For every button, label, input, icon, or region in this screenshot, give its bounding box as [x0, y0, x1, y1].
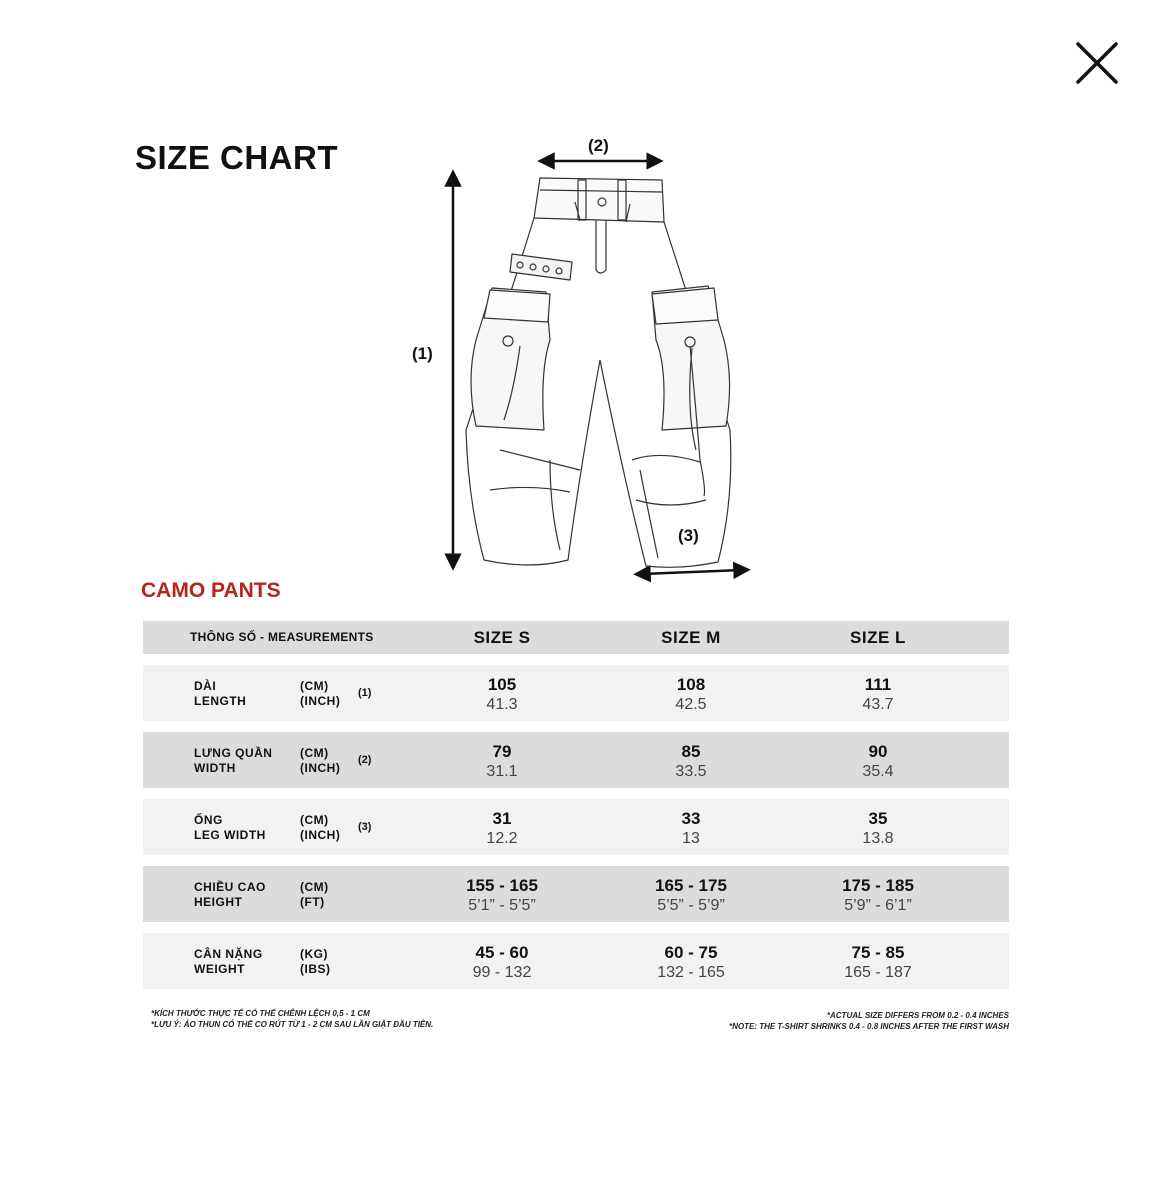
value-secondary: 35.4	[862, 763, 894, 780]
value-primary: 79	[492, 742, 512, 761]
table-row-leg-width	[143, 799, 1009, 855]
unit-secondary: (INCH)	[300, 761, 341, 775]
value-cell-s	[422, 943, 582, 983]
footnote-line: *NOTE: THE T-SHIRT SHRINKS 0.4 - 0.8 INCHES AFTER THE FIRST WASH	[728, 1022, 1009, 1031]
page-title: SIZE CHART	[135, 139, 338, 176]
row-label-en: WIDTH	[194, 761, 236, 775]
row-units	[300, 746, 340, 776]
value-secondary: 165 - 187	[844, 964, 912, 981]
row-label	[194, 813, 266, 843]
value-secondary: 41.3	[486, 696, 518, 713]
row-label-en: LENGTH	[194, 694, 247, 708]
value-primary: 45 - 60	[475, 943, 529, 962]
value-secondary: 132 - 165	[657, 964, 725, 981]
row-label-vi: ỐNG	[194, 813, 223, 827]
row-label	[194, 679, 246, 709]
value-cell-m	[611, 876, 771, 916]
value-primary: 165 - 175	[655, 876, 727, 895]
value-primary: 90	[868, 742, 888, 761]
value-secondary: 31.1	[486, 763, 518, 780]
row-ref: (2)	[358, 754, 372, 766]
value-primary: 85	[681, 742, 701, 761]
leg-opening-label: (3)	[678, 526, 699, 545]
value-primary: 31	[492, 809, 512, 828]
table-row-height	[143, 866, 1009, 922]
value-secondary: 13.8	[862, 830, 894, 847]
value-primary: 155 - 165	[466, 876, 538, 895]
product-name: CAMO PANTS	[141, 579, 281, 602]
row-units	[300, 947, 331, 977]
value-secondary: 99 - 132	[472, 964, 532, 981]
value-cell-l	[798, 675, 958, 715]
size-table	[143, 621, 1009, 989]
value-primary: 33	[681, 809, 701, 828]
value-secondary: 5’1” - 5’5”	[468, 897, 536, 914]
table-header	[143, 621, 1009, 654]
size-s-header: SIZE S	[473, 628, 531, 647]
row-label-en: LEG WIDTH	[194, 828, 266, 842]
footnote-line: *ACTUAL SIZE DIFFERS FROM 0.2 - 0.4 INCHES	[826, 1011, 1009, 1020]
waist-label: (2)	[588, 136, 609, 155]
value-primary: 35	[868, 809, 888, 828]
row-label-vi: CHIỀU CAO	[194, 880, 266, 894]
footnote-vi	[151, 1008, 433, 1030]
row-ref: (3)	[358, 821, 372, 833]
table-row-weight	[143, 933, 1009, 989]
value-secondary: 42.5	[675, 696, 707, 713]
row-label-en: WEIGHT	[194, 962, 245, 976]
value-cell-l	[798, 876, 958, 916]
value-primary: 75 - 85	[851, 943, 905, 962]
value-cell-m	[611, 943, 771, 983]
row-ref: (1)	[358, 687, 372, 699]
value-secondary: 5’5” - 5’9”	[657, 897, 725, 914]
value-secondary: 43.7	[862, 696, 894, 713]
row-label	[194, 746, 272, 776]
unit-secondary: (INCH)	[300, 694, 341, 708]
value-secondary: 5’9” - 6’1”	[844, 897, 912, 914]
unit-secondary: (IBS)	[300, 962, 331, 976]
row-label	[194, 947, 263, 977]
footnote-en	[640, 1010, 1009, 1032]
value-primary: 105	[487, 675, 517, 694]
size-m-header: SIZE M	[661, 628, 721, 647]
value-primary: 111	[864, 675, 892, 694]
unit-secondary: (INCH)	[300, 828, 341, 842]
unit-primary: (CM)	[300, 880, 329, 894]
row-label-vi: DÀI	[194, 679, 217, 693]
value-cell-s	[422, 675, 582, 715]
value-primary: 108	[676, 675, 706, 694]
value-secondary: 12.2	[486, 830, 518, 847]
pants-illustration	[400, 130, 780, 590]
unit-primary: (CM)	[300, 679, 329, 693]
pants-diagram	[400, 130, 780, 590]
value-primary: 175 - 185	[842, 876, 914, 895]
row-units	[300, 813, 340, 843]
value-cell-l	[798, 809, 958, 849]
row-label-en: HEIGHT	[194, 895, 243, 909]
unit-secondary: (FT)	[300, 895, 325, 909]
close-button[interactable]	[1072, 38, 1122, 88]
value-cell-l	[798, 943, 958, 983]
row-label-vi: CÂN NẶNG	[194, 947, 263, 961]
row-label	[194, 880, 266, 910]
value-cell-s	[422, 742, 582, 782]
value-secondary: 33.5	[675, 763, 707, 780]
unit-primary: (CM)	[300, 746, 329, 760]
measurements-header: THÔNG SỐ - MEASUREMENTS	[190, 630, 374, 644]
value-cell-m	[611, 675, 771, 715]
size-l-header: SIZE L	[850, 628, 906, 647]
unit-primary: (KG)	[300, 947, 328, 961]
value-cell-m	[611, 742, 771, 782]
row-label-vi: LƯNG QUẦN	[194, 746, 273, 760]
footnote-line: *LƯU Ý: ÁO THUN CÓ THỂ CO RÚT TỪ 1 - 2 CM SAU LẦN GIẶT ĐẦU TIÊN.	[151, 1020, 434, 1029]
table-row-waist	[143, 732, 1009, 788]
length-label: (1)	[412, 344, 433, 363]
value-cell-s	[422, 876, 582, 916]
close-icon	[1072, 38, 1122, 88]
value-cell-l	[798, 742, 958, 782]
table-row-length	[143, 665, 1009, 721]
footnote-line: *KÍCH THƯỚC THỰC TẾ CÓ THỂ CHÊNH LỆCH 0,5 - 1 CM	[151, 1009, 370, 1018]
unit-primary: (CM)	[300, 813, 329, 827]
row-units	[300, 880, 329, 910]
value-secondary: 13	[682, 830, 700, 847]
value-primary: 60 - 75	[664, 943, 718, 962]
row-units	[300, 679, 340, 709]
value-cell-m	[611, 809, 771, 849]
value-cell-s	[422, 809, 582, 849]
